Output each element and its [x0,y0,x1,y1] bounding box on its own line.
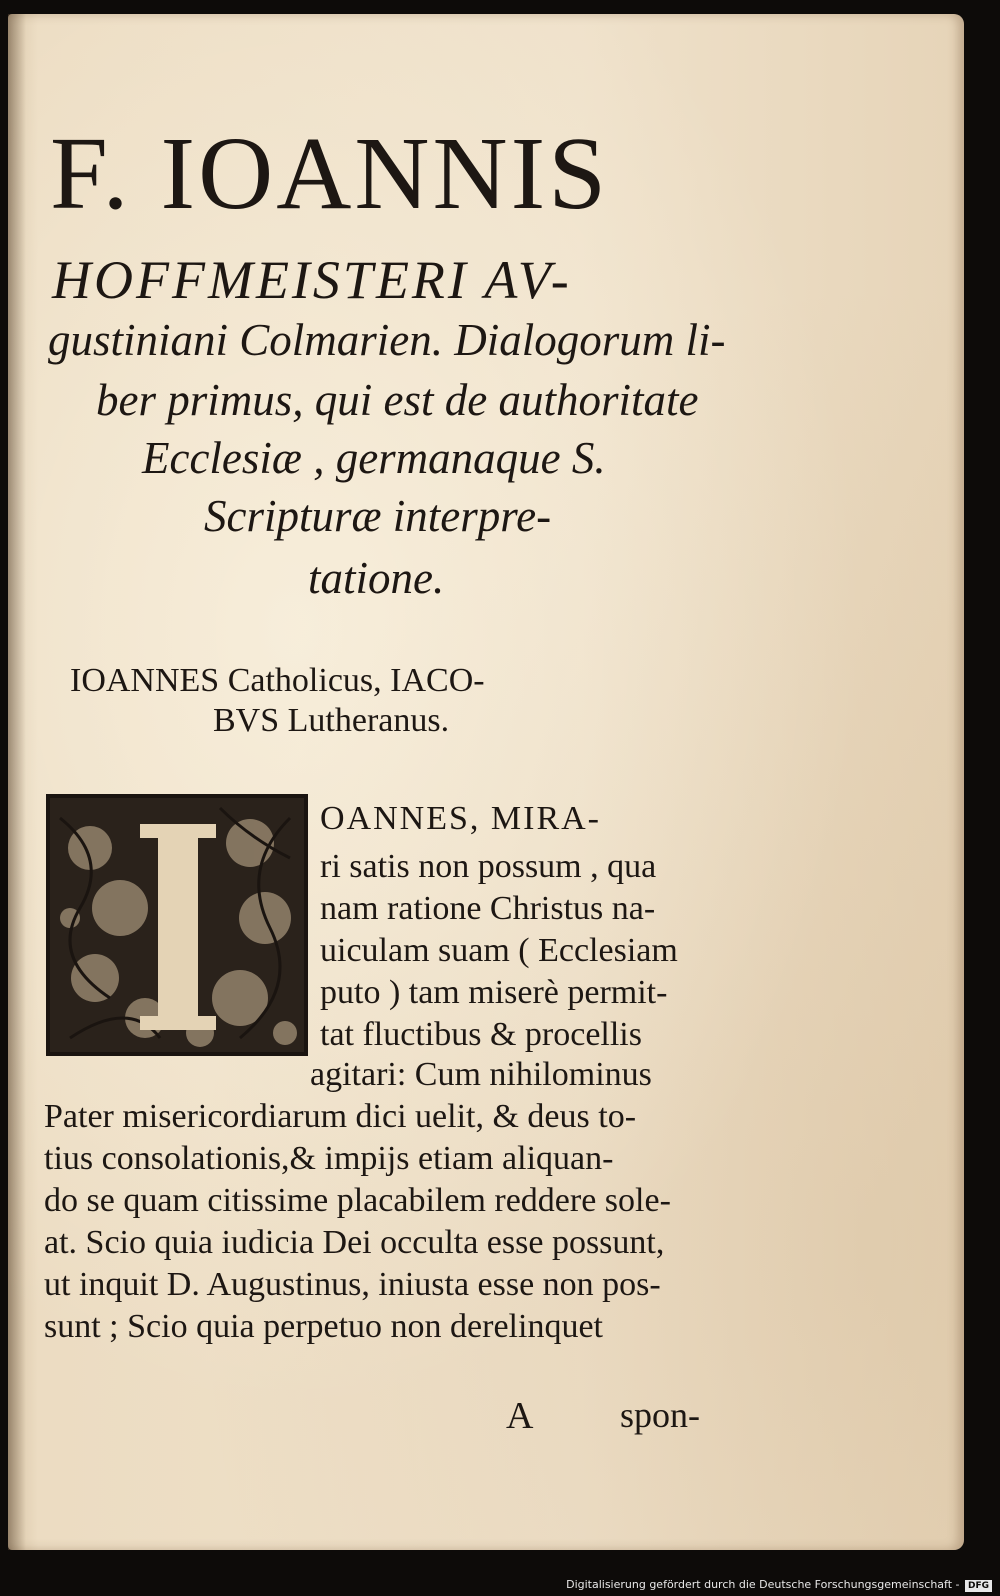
dfg-logo[interactable]: DFG [965,1580,992,1592]
body-line: tius consolationis,& impijs etiam aliquan- [44,1140,614,1177]
body-line: OANNES, MIRA- [320,800,601,837]
title-line-1: HOFFMEISTERI AV- [52,250,572,310]
body-line: nam ratione Christus na- [320,890,656,927]
body-line: tat fluctibus & procellis [320,1016,642,1053]
title-line-4: Ecclesiæ , germanaque S. [142,433,606,483]
title-line-3: ber primus, qui est de authoritate [96,375,699,425]
signature-mark: A [506,1395,534,1437]
decorated-initial-ornament [50,798,304,1052]
body-line: at. Scio quia iudicia Dei occulta esse possunt, [44,1224,665,1261]
title-line-5: Scripturæ interpre- [204,491,552,541]
title-main: F. IOANNIS [50,116,610,231]
body-line: Pater misericordiarum dici uelit, & deus to- [44,1098,637,1135]
body-line: ri satis non possum , qua [320,848,657,885]
speakers-line-2: BVS Lutheranus. [213,702,450,739]
body-line: ut inquit D. Augustinus, iniusta esse non pos- [44,1266,661,1303]
digitization-footer [566,1578,992,1592]
title-line-6: tatione. [308,553,445,603]
page-gutter-shadow [8,14,26,1550]
title-line-2: gustiniani Colmarien. Dialogorum li- [48,315,726,365]
body-line: uiculam suam ( Ecclesiam [320,932,678,969]
catchword: spon- [620,1395,700,1435]
body-line: agitari: Cum nihilominus [310,1056,652,1093]
body-line: puto ) tam miserè permit- [320,974,668,1011]
speakers-line-1: IOANNES Catholicus, IACO- [70,662,485,699]
book-page [8,14,964,1550]
decorated-initial [46,794,308,1056]
footer-text: Digitalisierung gefördert durch die Deutsche Forschungsgemeinschaft - [566,1578,960,1591]
body-line: do se quam citissime placabilem reddere sole- [44,1182,671,1219]
body-line: sunt ; Scio quia perpetuo non derelinquet [44,1308,603,1345]
